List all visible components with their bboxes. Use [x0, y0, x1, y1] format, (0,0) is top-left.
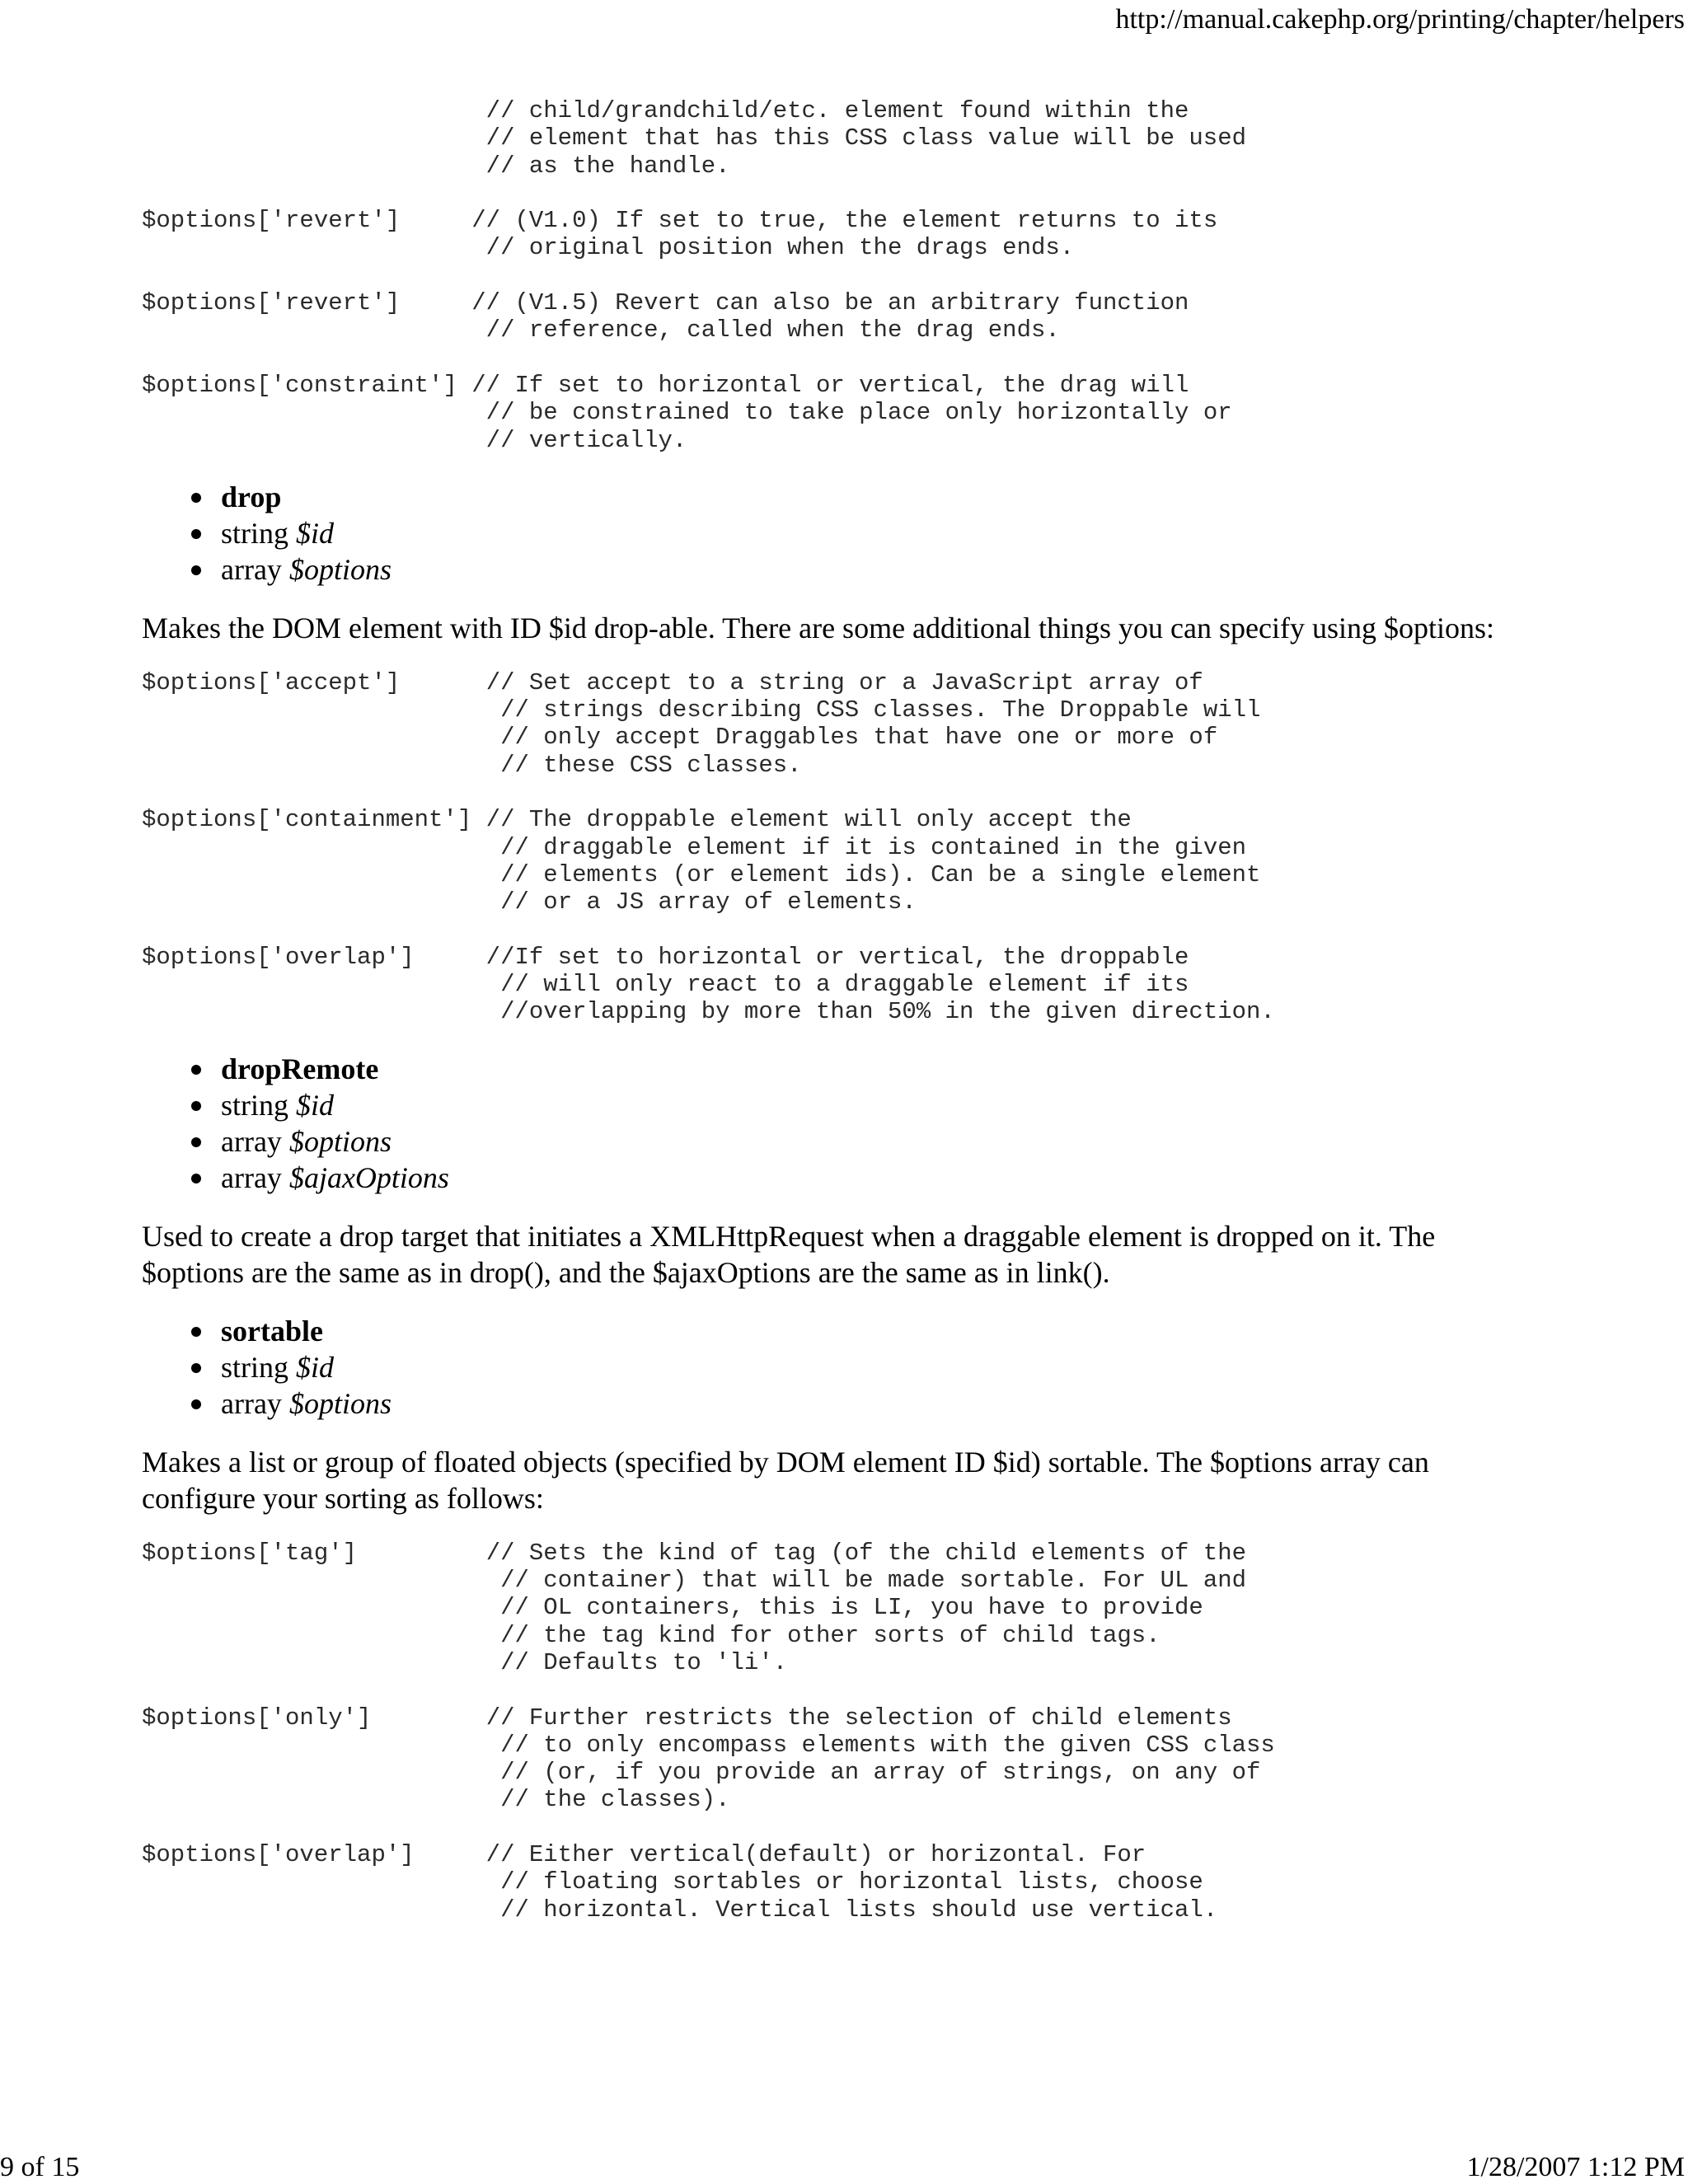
code-line: // Defaults to 'li'. — [500, 1648, 788, 1676]
param-item: array $options — [188, 1123, 1543, 1160]
option-comment: // The droppable element will only accept the — [485, 806, 1132, 834]
code-line: // OL containers, this is LI, you have to provide — [500, 1594, 1203, 1622]
option-comment: // (V1.0) If set to true, the element returns to its — [471, 207, 1218, 235]
function-name: sortable — [188, 1313, 1543, 1349]
option-key: $options['overlap'] — [142, 943, 415, 971]
code-line: // reference, called when the drag ends. — [485, 316, 1060, 344]
function-name: dropRemote — [188, 1051, 1543, 1087]
param-item: string $id — [188, 515, 1543, 551]
function-name: drop — [188, 479, 1543, 515]
code-line: // draggable element if it is contained in the given — [500, 833, 1247, 861]
option-line — [142, 669, 1543, 696]
code-line: //overlapping by more than 50% in the given direction. — [500, 998, 1275, 1026]
option-line — [142, 372, 1543, 399]
option-line — [142, 289, 1543, 316]
code-line: // element that has this CSS class value will be used — [142, 124, 1247, 152]
param-item: array $options — [188, 1385, 1543, 1422]
option-key: $options['accept'] — [142, 668, 401, 696]
print-datetime: 1/28/2007 1:12 PM — [1466, 2152, 1685, 2182]
option-key: $options['tag'] — [142, 1539, 358, 1567]
page-content — [142, 97, 1543, 1924]
code-line: // these CSS classes. — [500, 751, 802, 779]
option-comment: // Set accept to a string or a JavaScript array of — [485, 668, 1203, 696]
option-key: $options['revert'] — [142, 289, 401, 317]
code-line: // container) that will be made sortable. For UL and — [500, 1567, 1247, 1595]
option-key: $options['only'] — [142, 1704, 372, 1732]
param-item: string $id — [188, 1349, 1543, 1385]
option-key: $options['overlap'] — [142, 1840, 415, 1868]
code-block-drop — [142, 669, 1543, 1026]
option-line — [142, 1540, 1543, 1567]
option-line — [142, 806, 1543, 833]
option-key: $options['containment'] — [142, 806, 472, 834]
code-line: // child/grandchild/etc. element found within the — [142, 97, 1189, 124]
code-block-sortable — [142, 1540, 1543, 1924]
option-line — [142, 944, 1543, 971]
code-line: // the tag kind for other sorts of child tags. — [500, 1621, 1160, 1649]
code-line: // original position when the drags ends. — [485, 234, 1075, 262]
code-line: // to only encompass elements with the given CSS class — [500, 1731, 1275, 1759]
code-line: // vertically. — [485, 426, 687, 454]
function-signature-sortable — [142, 1313, 1543, 1422]
code-line: // be constrained to take place only horizontally or — [485, 399, 1232, 427]
code-line: // or a JS array of elements. — [500, 888, 917, 916]
code-line: // horizontal. Vertical lists should use vertical. — [500, 1896, 1218, 1924]
code-line: // the classes). — [500, 1786, 730, 1814]
code-line: // (or, if you provide an array of strings, on any of — [500, 1759, 1261, 1787]
page-number: 9 of 15 — [0, 2152, 80, 2182]
option-line — [142, 1704, 1543, 1732]
option-comment: // Either vertical(default) or horizontal. For — [485, 1840, 1146, 1868]
description-dropremote: Used to create a drop target that initiates a XMLHttpRequest when a draggable element is dropped on it. The $options are the same as in drop(), and the $ajaxOptions are the same as in link(). — [142, 1219, 1436, 1289]
param-item: array $ajaxOptions — [188, 1160, 1543, 1196]
code-line: // as the handle. — [142, 152, 730, 180]
option-comment: // (V1.5) Revert can also be an arbitrary function — [471, 289, 1189, 317]
code-line: // floating sortables or horizontal lists, choose — [500, 1868, 1203, 1896]
description-sortable: Makes a list or group of floated objects (specified by DOM element ID $id) sortable. The $options array can configure your sorting as follows: — [142, 1445, 1429, 1515]
option-comment: // Further restricts the selection of child elements — [485, 1704, 1232, 1732]
option-comment: // If set to horizontal or vertical, the drag will — [471, 371, 1189, 399]
option-comment: //If set to horizontal or vertical, the droppable — [485, 943, 1189, 971]
option-line — [142, 207, 1543, 234]
code-line: // only accept Draggables that have one or more of — [500, 724, 1218, 752]
option-comment: // Sets the kind of tag (of the child elements of the — [485, 1539, 1247, 1567]
function-signature-drop — [142, 479, 1543, 588]
code-block-draggable — [142, 97, 1543, 454]
option-key: $options['constraint'] — [142, 371, 457, 399]
param-item: array $options — [188, 551, 1543, 588]
code-line: // will only react to a draggable element if its — [500, 971, 1189, 999]
page-url: http://manual.cakephp.org/printing/chapter/helpers — [1115, 4, 1685, 35]
option-key: $options['revert'] — [142, 207, 401, 235]
param-item: string $id — [188, 1087, 1543, 1123]
function-signature-dropremote — [142, 1051, 1543, 1196]
code-line: // elements (or element ids). Can be a single element — [500, 860, 1261, 888]
option-line — [142, 1841, 1543, 1868]
description-drop: Makes the DOM element with ID $id drop-able. There are some additional things you can specify using $options: — [142, 611, 1494, 644]
code-line: // strings describing CSS classes. The Droppable will — [500, 696, 1261, 724]
